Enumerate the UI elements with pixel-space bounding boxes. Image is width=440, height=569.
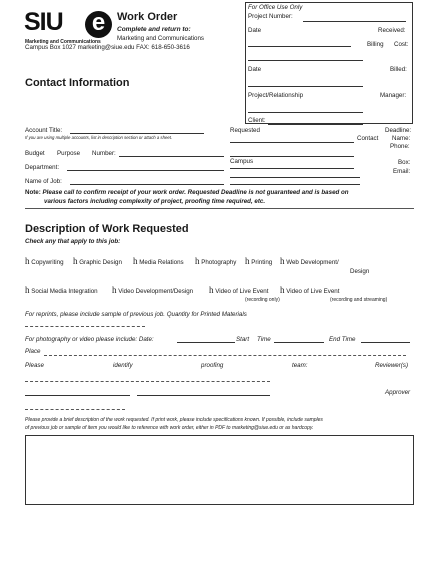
- note-label: Note:: [25, 189, 41, 196]
- photo-video-text: For photography or video please include: Date:: [25, 336, 154, 343]
- photography-option: [195, 256, 236, 266]
- date-billed-label: Billed:: [390, 66, 407, 73]
- copywriting-label: Copywriting: [31, 259, 64, 266]
- project-relationship-label: Project/Relationship: [248, 92, 304, 99]
- budget-purpose-number-field[interactable]: [119, 156, 224, 157]
- date-received-label-date: Date: [248, 27, 262, 34]
- printing-option: [245, 256, 272, 266]
- instructions-line-2: of previous job or sample of item you would like to reference with work order, either in PDF to marketing@siue.edu or as hardcopy.: [25, 425, 314, 431]
- extra-contact-field[interactable]: [230, 184, 360, 185]
- project-number-label: Project Number:: [248, 13, 293, 20]
- proofing-label: proofing: [201, 362, 224, 369]
- social-media-checkbox[interactable]: h: [25, 285, 30, 295]
- account-title-field[interactable]: [70, 133, 204, 134]
- office-use-heading: For Office Use Only: [248, 4, 303, 11]
- box-label: Box:: [398, 159, 411, 166]
- client-label: Client:: [248, 117, 266, 124]
- web-development-label: Web Development/: [286, 259, 339, 266]
- date-received-label: Received:: [378, 27, 406, 34]
- approver-field[interactable]: [25, 409, 125, 410]
- video-development-label: Video Development/Design: [118, 288, 194, 295]
- graphic-design-option: [73, 256, 122, 266]
- department-label: Department:: [25, 164, 60, 171]
- account-note-text: If you are using multiple accounts, list in description section or attach a sheet.: [25, 135, 173, 140]
- end-time-field[interactable]: [361, 342, 410, 343]
- logo-text: SIU: [24, 8, 63, 36]
- contact-name-label-contact: Contact: [357, 135, 379, 142]
- note-line-2: various factors including complexity of project, proofing time required, etc.: [44, 198, 266, 205]
- manager-label: Manager:: [380, 92, 407, 99]
- reviewers-field-3[interactable]: [137, 395, 270, 396]
- campus-label: Campus: [230, 158, 254, 165]
- requested-deadline-field[interactable]: [230, 142, 354, 143]
- cost-label: Cost:: [394, 41, 409, 48]
- start-time-label: Time: [257, 336, 271, 343]
- name-of-job-field[interactable]: [70, 184, 224, 185]
- work-heading: Description of Work Requested: [25, 223, 189, 235]
- video-live-streaming-label: Video of Live Event: [286, 288, 340, 295]
- description-textarea[interactable]: [25, 435, 414, 505]
- form-title: Work Order: [117, 11, 178, 23]
- video-development-option: [112, 285, 193, 295]
- social-media-label: Social Media Integration: [31, 288, 98, 295]
- contact-heading: Contact Information: [25, 77, 130, 89]
- date-billed-label-date: Date: [248, 66, 262, 73]
- name-of-job-label: Name of Job:: [25, 178, 62, 185]
- deadline-label: Deadline:: [385, 127, 412, 134]
- email-field[interactable]: [230, 177, 360, 178]
- graphic-design-label: Graphic Design: [79, 259, 122, 266]
- place-field[interactable]: [44, 355, 406, 356]
- budget-label: Budget: [25, 150, 45, 157]
- billing-cost-field[interactable]: [248, 60, 363, 61]
- reviewers-field-2[interactable]: [25, 395, 130, 396]
- date-received-field[interactable]: [248, 46, 351, 47]
- reprints-text: For reprints, please include sample of previous job. Quantity for Printed Materials: [25, 311, 247, 318]
- approver-label: Approver: [385, 389, 411, 396]
- purpose-label: Purpose: [57, 150, 81, 157]
- phone-label: Phone:: [390, 143, 410, 150]
- identify-label: identify: [113, 362, 133, 369]
- account-note: [25, 135, 195, 141]
- end-time-label: End Time: [329, 336, 356, 343]
- billing-label: Billing: [367, 41, 384, 48]
- start-time-field[interactable]: [274, 342, 324, 343]
- web-development-option: [280, 256, 339, 266]
- video-live-recording-checkbox[interactable]: h: [209, 285, 214, 295]
- email-label: Email:: [393, 168, 411, 175]
- department-field[interactable]: [67, 170, 224, 171]
- reviewers-field-1[interactable]: [25, 381, 270, 382]
- instructions-line-1: Please provide a brief description of the work requested. If print work, please include specifications known. If possible, include samples: [25, 417, 323, 423]
- work-subheading: Check any that apply to this job:: [25, 238, 121, 245]
- printing-label: Printing: [251, 259, 273, 266]
- project-number-field[interactable]: [303, 21, 406, 22]
- section-divider: [25, 208, 414, 209]
- media-relations-checkbox[interactable]: h: [133, 256, 138, 266]
- photography-label: Photography: [201, 259, 237, 266]
- media-relations-label: Media Relations: [139, 259, 184, 266]
- media-relations-option: [133, 256, 184, 266]
- team-label: team:: [292, 362, 308, 369]
- return-instructions: Complete and return to:: [117, 26, 191, 33]
- printing-checkbox[interactable]: h: [245, 256, 250, 266]
- video-development-checkbox[interactable]: h: [112, 285, 117, 295]
- photo-video-date-field[interactable]: [177, 342, 235, 343]
- account-title-label: Account Title:: [25, 127, 63, 134]
- requested-label: Requested: [230, 127, 260, 134]
- checkbox-row-1: [25, 256, 64, 266]
- photography-checkbox[interactable]: h: [195, 256, 200, 266]
- return-department: Marketing and Communications: [117, 35, 205, 42]
- reprints-quantity-field[interactable]: [25, 326, 145, 327]
- video-live-streaming-checkbox[interactable]: h: [280, 285, 285, 295]
- reviewers-label: Reviewer(s): [375, 362, 409, 369]
- logo-e-mark: e: [85, 11, 112, 38]
- please-label: Please: [25, 362, 44, 369]
- logo-tagline: Marketing and Communications: [25, 39, 101, 45]
- recording-streaming-note: (recording and streaming): [330, 297, 388, 303]
- graphic-design-checkbox[interactable]: h: [73, 256, 78, 266]
- web-design-label: Design: [350, 268, 370, 275]
- video-live-recording-label: Video of Live Event: [215, 288, 269, 295]
- number-label: Number:: [92, 150, 116, 157]
- contact-name-label: Name:: [392, 135, 411, 142]
- start-label: Start: [236, 336, 250, 343]
- note-text-1: Please call to confirm receipt of your work order. Requested Deadline is not guaranteed and is based on: [42, 189, 349, 196]
- campus-box-field[interactable]: [230, 168, 354, 169]
- copywriting-checkbox[interactable]: h: [25, 256, 30, 266]
- return-contact-line: Campus Box 1027 marketing@siue.edu FAX: 618-650-3616: [25, 44, 190, 51]
- client-field[interactable]: [268, 124, 363, 125]
- social-media-option: [25, 285, 98, 295]
- contact-name-field[interactable]: [230, 156, 354, 157]
- date-billed-field[interactable]: [248, 86, 363, 87]
- relationship-manager-field[interactable]: [248, 112, 363, 113]
- place-label: Place: [25, 348, 41, 355]
- web-development-checkbox[interactable]: h: [280, 256, 285, 266]
- video-live-streaming-option: [280, 285, 339, 295]
- recording-only-note: (recording only): [245, 297, 280, 303]
- note-line-1: [25, 189, 349, 196]
- video-live-recording-option: [209, 285, 268, 295]
